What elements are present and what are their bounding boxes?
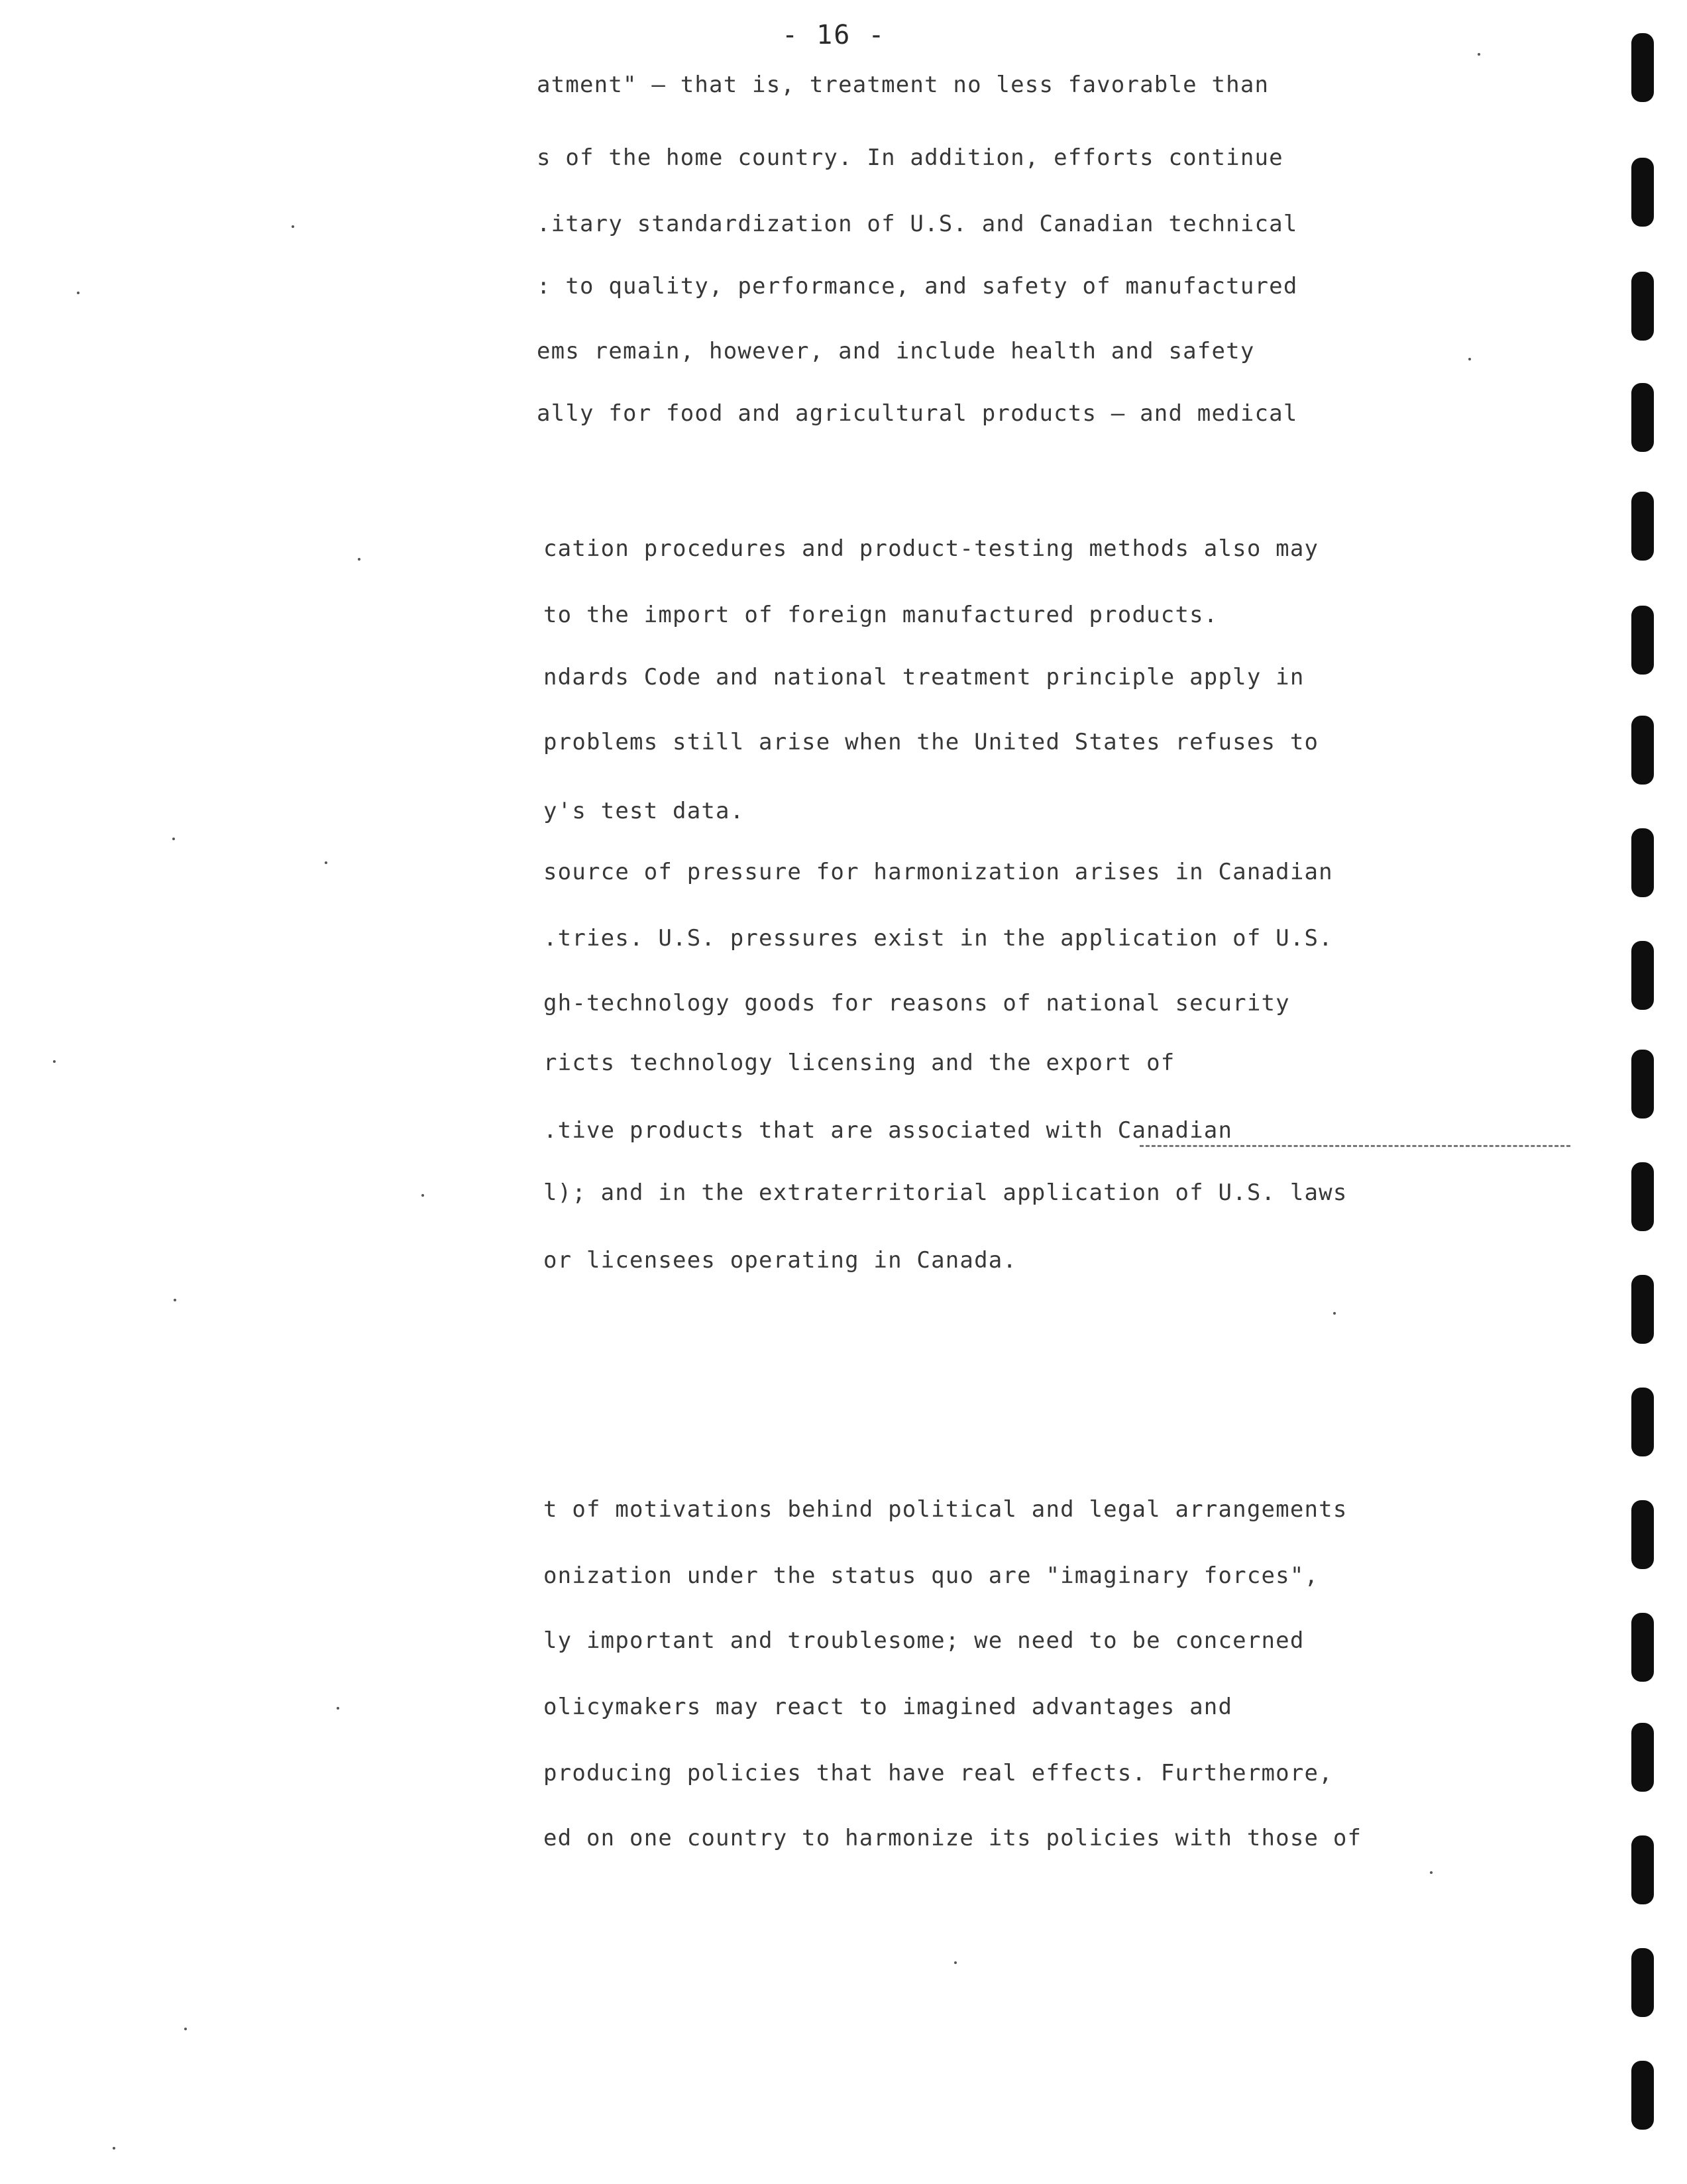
text-line: .itary standardization of U.S. and Canadian technical: [537, 211, 1298, 237]
binder-hole: [1631, 1388, 1654, 1456]
text-line: cation procedures and product-testing methods also may: [543, 535, 1319, 562]
text-line: y's test data.: [543, 798, 745, 824]
text-line: s of the home country. In addition, efforts continue: [537, 144, 1283, 171]
scan-speck: [358, 558, 360, 561]
scan-speck: [1430, 1871, 1433, 1874]
text-line: ally for food and agricultural products — and medical: [537, 400, 1298, 427]
binder-hole: [1631, 2061, 1654, 2130]
binder-hole: [1631, 941, 1654, 1010]
text-line: t of motivations behind political and legal arrangements: [543, 1496, 1348, 1523]
scan-speck: [325, 861, 327, 864]
scan-speck: [292, 225, 294, 228]
underline-rule: [1140, 1145, 1570, 1147]
text-line: producing policies that have real effects. Furthermore,: [543, 1760, 1333, 1786]
text-line: to the import of foreign manufactured products.: [543, 602, 1219, 628]
text-line: problems still arise when the United States refuses to: [543, 729, 1319, 755]
scan-speck: [53, 1060, 56, 1063]
text-line: .tries. U.S. pressures exist in the application of U.S.: [543, 925, 1333, 952]
scan-speck: [337, 1707, 339, 1710]
binder-hole: [1631, 1723, 1654, 1792]
binder-hole: [1631, 158, 1654, 227]
binder-hole: [1631, 492, 1654, 561]
scan-speck: [113, 2147, 115, 2150]
text-line: ricts technology licensing and the export of: [543, 1050, 1175, 1076]
scan-speck: [421, 1194, 424, 1197]
text-line: onization under the status quo are "imaginary forces",: [543, 1562, 1319, 1589]
text-line: ems remain, however, and include health and safety: [537, 338, 1255, 364]
text-line: or licensees operating in Canada.: [543, 1247, 1018, 1274]
scan-speck: [172, 838, 175, 840]
scan-speck: [1468, 358, 1471, 360]
text-line: ed on one country to harmonize its policies with those of: [543, 1825, 1362, 1851]
binder-hole: [1631, 1162, 1654, 1231]
binder-hole: [1631, 383, 1654, 452]
scan-speck: [77, 292, 80, 294]
binder-hole: [1631, 1050, 1654, 1119]
binder-hole: [1631, 716, 1654, 785]
binder-hole: [1631, 1835, 1654, 1904]
binder-hole: [1631, 1500, 1654, 1569]
scan-speck: [954, 1961, 957, 1964]
binder-hole: [1631, 828, 1654, 897]
text-line: gh-technology goods for reasons of national security: [543, 990, 1290, 1016]
page-number: - 16 -: [782, 20, 886, 50]
scan-speck: [184, 2028, 187, 2030]
text-line: l); and in the extraterritorial application of U.S. laws: [543, 1179, 1348, 1206]
binder-hole: [1631, 272, 1654, 341]
binder-hole: [1631, 1613, 1654, 1682]
text-line: .tive products that are associated with Canadian: [543, 1117, 1233, 1144]
binder-hole: [1631, 1948, 1654, 2017]
text-line: source of pressure for harmonization arises in Canadian: [543, 859, 1333, 885]
scan-speck: [174, 1299, 176, 1301]
binder-hole: [1631, 606, 1654, 675]
scan-speck: [1333, 1312, 1336, 1315]
text-line: atment" — that is, treatment no less favorable than: [537, 72, 1270, 98]
scan-speck: [1478, 53, 1480, 56]
binder-hole: [1631, 1275, 1654, 1344]
binder-hole: [1631, 33, 1654, 102]
text-line: : to quality, performance, and safety of manufactured: [537, 273, 1298, 300]
text-line: olicymakers may react to imagined advantages and: [543, 1694, 1233, 1720]
text-line: ly important and troublesome; we need to be concerned: [543, 1627, 1305, 1654]
text-line: ndards Code and national treatment principle apply in: [543, 664, 1305, 690]
